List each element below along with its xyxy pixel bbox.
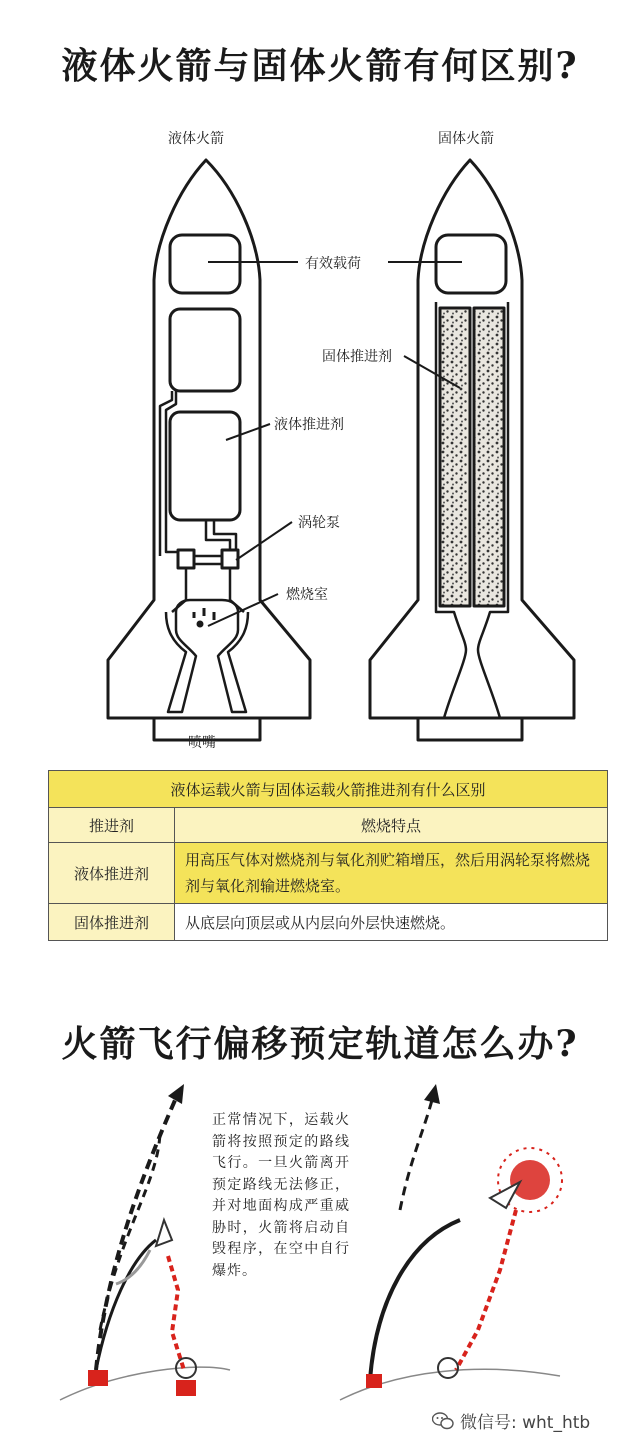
liquid-propellant-label: 液体推进剂	[274, 417, 344, 433]
launch-pad-center	[176, 1380, 196, 1396]
pump-right	[222, 550, 238, 568]
table-cell-type: 液体推进剂	[49, 843, 175, 904]
solid-grain-right	[474, 308, 504, 606]
liquid-payload-box	[170, 235, 240, 293]
section2-title: 火箭飞行偏移预定轨道怎么办?	[61, 1023, 579, 1065]
propellant-comparison-table	[48, 770, 608, 941]
table-cell-desc: 从底层向顶层或从内层向外层快速燃烧。	[175, 904, 608, 941]
solid-rocket-heading: 固体火箭	[438, 131, 494, 147]
solid-propellant-label: 固体推进剂	[322, 349, 392, 365]
watermark-text: 微信号: wht_htb	[460, 1413, 591, 1433]
watermark	[432, 1408, 590, 1433]
nozzle-label: 喷嘴	[188, 735, 216, 751]
table-title: 液体运载火箭与固体运载火箭推进剂有什么区别	[49, 771, 608, 808]
solid-payload-box	[436, 235, 506, 293]
table-cell-type: 固体推进剂	[49, 904, 175, 941]
table-cell-desc: 用高压气体对燃烧剂与氧化剂贮箱增压，然后用涡轮泵将燃烧剂与氧化剂输进燃烧室。	[175, 843, 608, 904]
turbopump-label: 涡轮泵	[298, 515, 340, 531]
liquid-tank-upper	[170, 309, 240, 391]
launch-pad-right	[366, 1374, 382, 1388]
payload-label: 有效载荷	[305, 256, 361, 272]
combustion-chamber-label: 燃烧室	[286, 587, 328, 603]
table-header-propellant: 推进剂	[49, 808, 175, 843]
liquid-rocket-heading: 液体火箭	[168, 131, 224, 147]
section1-title: 液体火箭与固体火箭有何区别?	[61, 45, 579, 87]
table-row	[49, 904, 608, 941]
liquid-rocket-illustration	[108, 160, 310, 740]
pump-left	[178, 550, 194, 568]
launch-pad-left	[88, 1370, 108, 1386]
table-header-characteristics: 燃烧特点	[175, 808, 608, 843]
table-row	[49, 843, 608, 904]
solid-grain-left	[440, 308, 470, 606]
liquid-tank-lower	[170, 412, 240, 520]
wechat-icon	[432, 1412, 454, 1430]
solid-rocket-illustration	[370, 160, 574, 740]
trajectory-description: 正常情况下，运载火箭将按照预定的路线飞行。一旦火箭离开预定路线无法修正，并对地面构成严重威胁时，火箭将启动自毁程序，在空中自行爆炸。	[212, 1112, 350, 1279]
